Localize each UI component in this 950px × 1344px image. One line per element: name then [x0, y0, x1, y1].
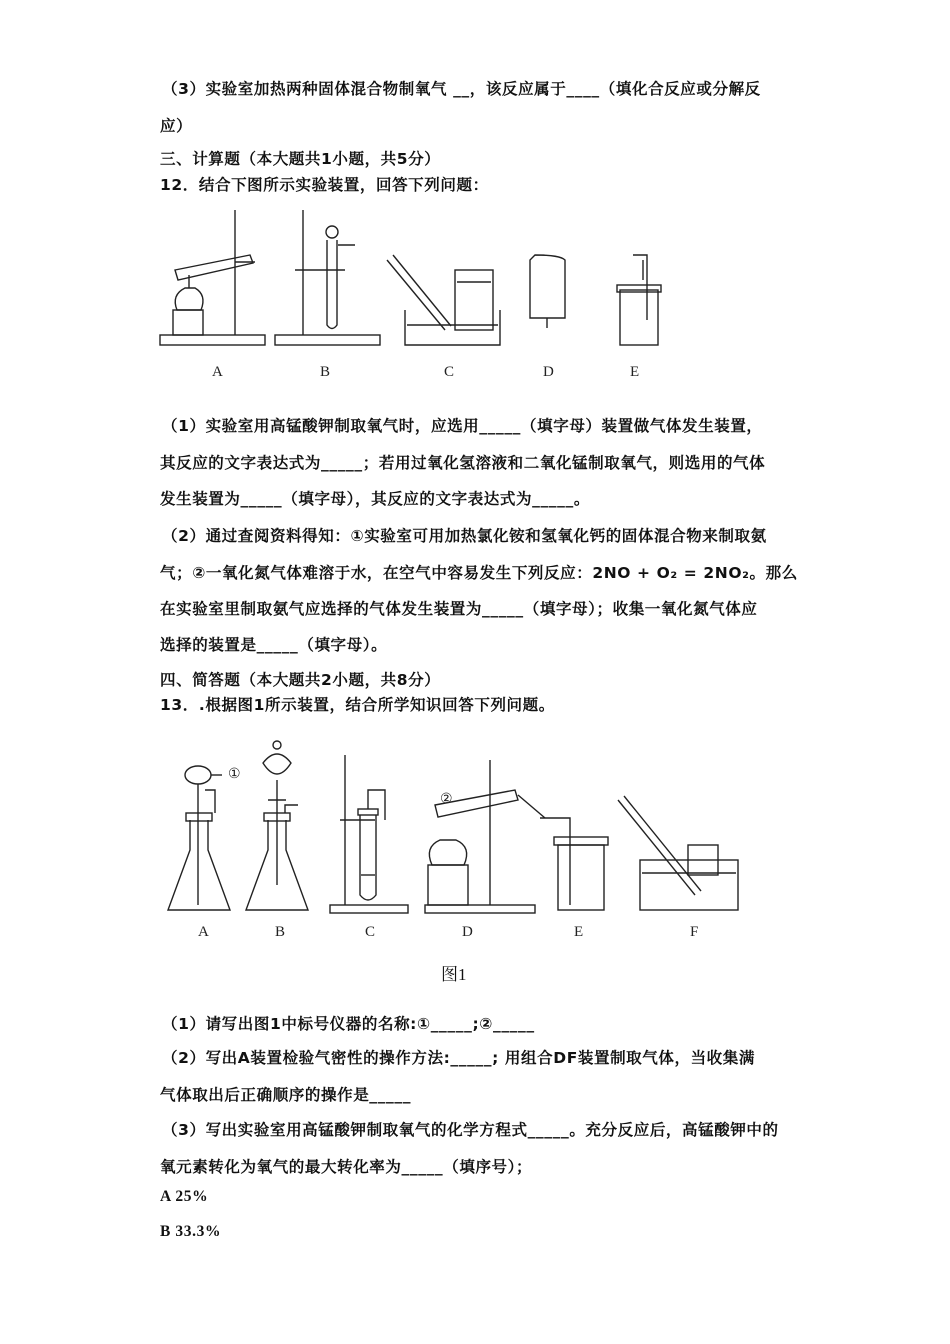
marker-1: ①	[228, 767, 241, 782]
q13-line-3: 气体取出后正确顺序的操作是_____	[160, 1086, 412, 1104]
q12-stem: 12．结合下图所示实验装置，回答下列问题：	[160, 176, 489, 194]
q12-apparatus-figure	[155, 200, 675, 355]
option-a: A 25%	[160, 1188, 209, 1205]
q13-label-e: E	[574, 924, 584, 940]
q13-stem: 13．.根据图1所示装置，结合所学知识回答下列问题。	[160, 696, 555, 714]
q12-line-1: （1）实验室用高锰酸钾制取氧气时，应选用_____（填字母）装置做气体发生装置，	[162, 417, 763, 435]
q12-label-d: D	[543, 364, 554, 380]
q12-label-c: C	[444, 364, 455, 380]
q12-label-e: E	[630, 364, 640, 380]
q13-line-1: （1）请写出图1中标号仪器的名称:①_____;②_____	[162, 1015, 535, 1033]
q13-line-5: 氧元素转化为氧气的最大转化率为_____（填序号）；	[160, 1158, 533, 1176]
q13-label-c: C	[365, 924, 376, 940]
q11-3-line2: 应）	[160, 117, 193, 135]
marker-2: ②	[440, 792, 453, 807]
q13-label-b: B	[275, 924, 286, 940]
q12-label-a: A	[212, 364, 223, 380]
q13-line-4: （3）写出实验室用高锰酸钾制取氧气的化学方程式_____。充分反应后，高锰酸钾中的	[162, 1121, 779, 1139]
q12-line-4: （2）通过查阅资料得知：①实验室可用加热氯化铵和氢氧化钙的固体混合物来制取氨	[162, 527, 767, 545]
q11-3-line1: （3）实验室加热两种固体混合物制氧气 __，该反应属于____（填化合反应或分解反	[162, 80, 761, 98]
q13-line-2: （2）写出A装置检验气密性的操作方法:_____; 用组合DF装置制取气体，当收集满	[162, 1049, 755, 1067]
q12-line-2: 其反应的文字表达式为_____；若用过氧化氢溶液和二氧化锰制取氧气，则选用的气体	[160, 454, 766, 472]
q12-line-6: 在实验室里制取氨气应选择的气体发生装置为_____（填字母）；收集一氧化氮气体应	[160, 600, 758, 618]
section-3-heading: 三、计算题（本大题共1小题，共5分）	[160, 150, 441, 168]
figure-caption: 图1	[441, 965, 467, 984]
option-b: B 33.3%	[160, 1223, 222, 1240]
q12-line-5: 气；②一氧化氮气体难溶于水，在空气中容易发生下列反应：2NO + O₂ = 2NO₂。那么	[160, 564, 798, 582]
q12-line-7: 选择的装置是_____（填字母）。	[160, 636, 388, 654]
q13-label-f: F	[690, 924, 699, 940]
q13-label-a: A	[198, 924, 209, 940]
q12-line-3: 发生装置为_____（填字母），其反应的文字表达式为_____。	[160, 490, 590, 508]
q13-apparatus-figure	[160, 735, 750, 920]
q13-label-d: D	[462, 924, 473, 940]
q12-label-b: B	[320, 364, 331, 380]
section-4-heading: 四、简答题（本大题共2小题，共8分）	[160, 671, 441, 689]
